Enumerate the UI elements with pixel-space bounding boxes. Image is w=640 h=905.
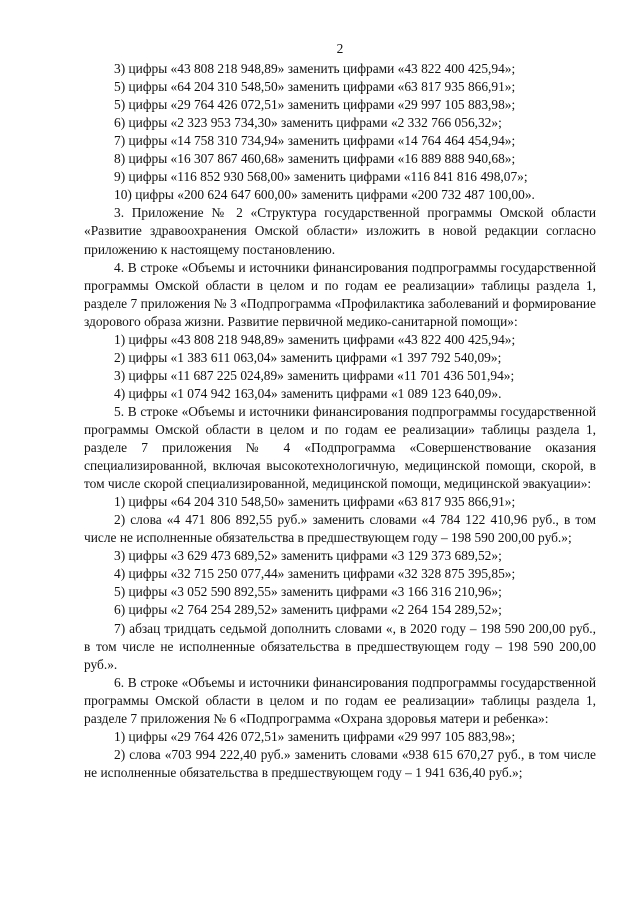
amendment-line: 6) цифры «2 764 254 289,52» заменить цифрами «2 264 154 289,52»; [114, 602, 502, 618]
paragraph-5: 5. В строке «Объемы и источники финансирования подпрограммы государственной программы Омской области в целом и по годам ее реализации» таблицы раздела 1, разделе 7 приложения № 4 «Подпрограмма «Совершенствование оказания специализированной, включая высокотехнологичную, медицинской помощи, скорой, в том числе скорой специализированной, медицинской помощи, медицинской эвакуации»: [84, 403, 596, 492]
amendment-line: 7) цифры «14 758 310 734,94» заменить цифрами «14 764 464 454,94»; [114, 133, 516, 149]
page-number: 2 [336, 41, 344, 56]
amendment-line: 8) цифры «16 307 867 460,68» заменить цифрами «16 889 888 940,68»; [114, 151, 516, 167]
document-page [84, 40, 596, 782]
amendment-line: 2) цифры «1 383 611 063,04» заменить цифрами «1 397 792 540,09»; [114, 349, 502, 365]
amendment-line: 5) цифры «29 764 426 072,51» заменить цифрами «29 997 105 883,98»; [114, 97, 516, 113]
amendment-line: 1) цифры «29 764 426 072,51» заменить цифрами «29 997 105 883,98»; [114, 728, 516, 744]
amendment-line: 9) цифры «116 852 930 568,00» заменить цифрами «116 841 816 498,07»; [114, 169, 528, 185]
amendment-paragraph: 7) абзац тридцать седьмой дополнить словами «, в 2020 году – 198 590 200,00 руб., в том числе не исполненные обязательства в предшествующем году – 198 590 200,00 руб.». [84, 620, 596, 672]
amendment-paragraph: 2) слова «4 471 806 892,55 руб.» заменить словами «4 784 122 410,96 руб., в том числе не исполненные обязательства в предшествующем году – 198 590 200,00 руб.»; [84, 512, 596, 546]
amendment-line: 3) цифры «3 629 473 689,52» заменить цифрами «3 129 373 689,52»; [114, 548, 502, 564]
amendment-line: 3) цифры «11 687 225 024,89» заменить цифрами «11 701 436 501,94»; [114, 367, 515, 383]
amendment-line: 6) цифры «2 323 953 734,30» заменить цифрами «2 332 766 056,32»; [114, 115, 502, 131]
amendment-line: 10) цифры «200 624 647 600,00» заменить цифрами «200 732 487 100,00». [114, 187, 535, 203]
amendment-line: 3) цифры «43 808 218 948,89» заменить цифрами «43 822 400 425,94»; [114, 61, 516, 77]
amendment-line: 1) цифры «43 808 218 948,89» заменить цифрами «43 822 400 425,94»; [114, 331, 516, 347]
amendment-line: 4) цифры «32 715 250 077,44» заменить цифрами «32 328 875 395,85»; [114, 566, 516, 582]
amendment-line: 4) цифры «1 074 942 163,04» заменить цифрами «1 089 123 640,09». [114, 385, 502, 401]
amendment-paragraph: 2) слова «703 994 222,40 руб.» заменить словами «938 615 670,27 руб., в том числе не исполненные обязательства в предшествующем году – 1 941 636,40 руб.»; [84, 746, 596, 780]
paragraph-4: 4. В строке «Объемы и источники финансирования подпрограммы государственной программы Омской области в целом и по годам ее реализации» таблицы раздела 1, разделе 7 приложения № 3 «Подпрограмма «Профилактика заболеваний и формирование здорового образа жизни. Развитие первичной медико-санитарной помощи»: [84, 259, 596, 329]
amendment-line: 1) цифры «64 204 310 548,50» заменить цифрами «63 817 935 866,91»; [114, 494, 516, 510]
paragraph-6: 6. В строке «Объемы и источники финансирования подпрограммы государственной программы Омской области в целом и по годам ее реализации» таблицы раздела 1, разделе 7 приложения № 6 «Подпрограмма «Охрана здоровья матери и ребенка»: [84, 674, 596, 726]
paragraph-3: 3. Приложение № 2 «Структура государственной программы Омской области «Развитие здравоохранения Омской области» изложить в новой редакции согласно приложению к настоящему постановлению. [84, 205, 596, 257]
amendment-line: 5) цифры «3 052 590 892,55» заменить цифрами «3 166 316 210,96»; [114, 584, 502, 600]
amendment-line: 5) цифры «64 204 310 548,50» заменить цифрами «63 817 935 866,91»; [114, 79, 516, 95]
